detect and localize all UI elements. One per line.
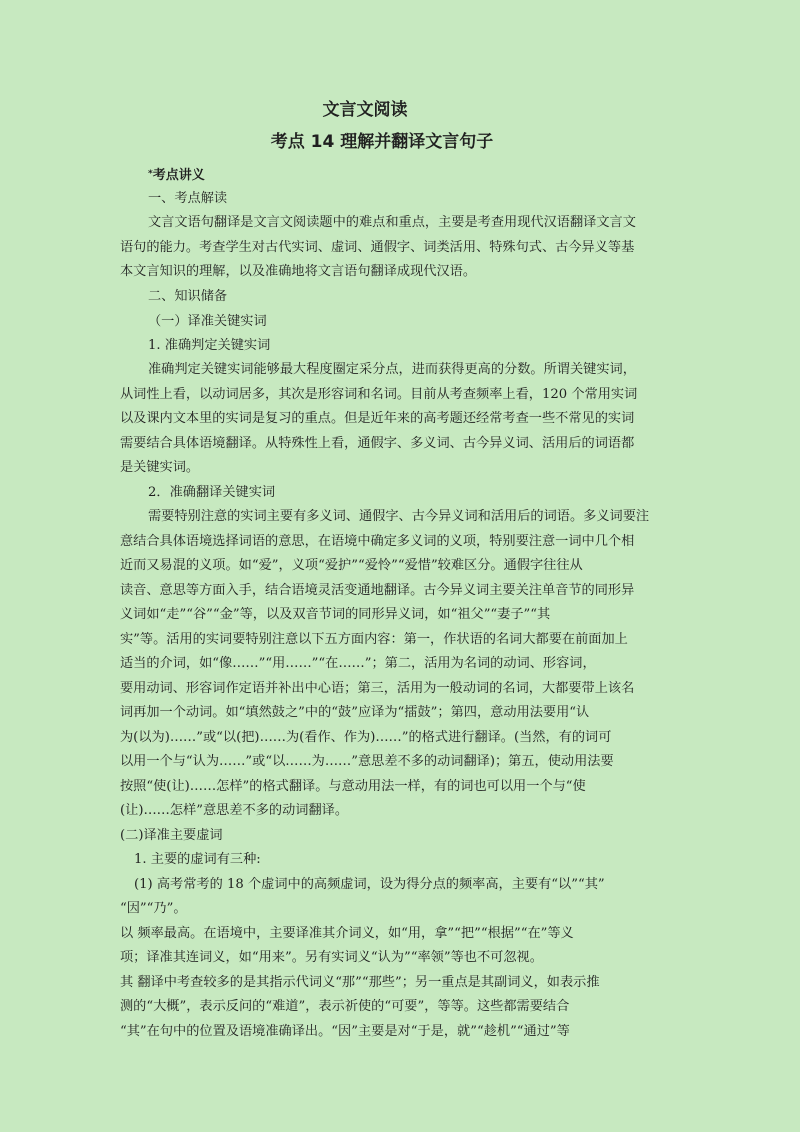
paragraph-line: 义词如“走”“谷”“金”等，以及双音节词的同形异义词，如“祖父”“妻子”“其 <box>120 607 551 622</box>
paragraph-line: 文言文语句翻译是文言文阅读题中的难点和重点，主要是考查用现代汉语翻译文言文 <box>148 215 636 230</box>
paragraph-line: 项；译准其连词义，如“用来”。另有实词义“认为”“率领”等也不可忽视。 <box>120 950 543 965</box>
paragraph-line: 以 频率最高。在语境中，主要译准其介词义，如“用，拿”“把”“根据”“在”等义 <box>120 926 574 941</box>
subheading-1-1: 1. 准确判定关键实词 <box>148 338 271 353</box>
paragraph-line: “因”“乃”。 <box>120 901 187 916</box>
paragraph-line: 语句的能力。考查学生对古代实词、虚词、通假字、词类活用、特殊句式、古今异义等基 <box>120 240 635 255</box>
paragraph-line: 以用一个与“认为……”或“以……为……”意思差不多的动词翻译)；第五，使动用法要 <box>120 754 614 769</box>
paragraph-line: 按照“使(让)……怎样”的格式翻译。与意动用法一样，有的词也可以用一个与“使 <box>120 779 586 794</box>
doc-title: 文言文阅读 <box>322 100 408 120</box>
paragraph-line: 需要结合具体语境翻译。从特殊性上看，通假字、多义词、古今异义词、活用后的词语都 <box>120 436 635 451</box>
section-label-text: 考点讲义 <box>152 168 205 183</box>
paragraph-line: 词再加一个动词。如“填然鼓之”中的“鼓”应译为“擂鼓”；第四，意动用法要用“认 <box>120 705 590 720</box>
paragraph-line: 是关键实词。 <box>120 460 200 475</box>
paragraph-line: 本文言知识的理解，以及准确地将文言语句翻译成现代汉语。 <box>120 264 477 279</box>
subheading-1: （一）译准关键实词 <box>148 314 267 329</box>
subheading-2: (二)译准主要虚词 <box>120 828 223 843</box>
star-marker: * <box>148 169 153 179</box>
paragraph-line: (1) 高考常考的 18 个虚词中的高频虚词，设为得分点的频率高，主要有“以”“其” <box>134 877 605 892</box>
paragraph-line: 实”等。活用的实词要特别注意以下五方面内容：第一，作状语的名词大都要在前面加上 <box>120 632 628 647</box>
paragraph-line: 以及课内文本里的实词是复习的重点。但是近年来的高考题还经常考查一些不常见的实词 <box>120 411 635 426</box>
paragraph-line: 从词性上看，以动词居多，其次是形容词和名词。目前从考查频率上看，120 个常用实词 <box>120 387 638 402</box>
paragraph-line: “其”在句中的位置及语境准确译出。“因”主要是对“于是，就”“趁机”“通过”等 <box>120 1024 570 1039</box>
section-label <box>148 165 205 185</box>
paragraph-line: (让)……怎样”意思差不多的动词翻译。 <box>120 803 349 818</box>
paragraph-line: 读音、意思等方面入手，结合语境灵活变通地翻译。古今异义词主要关注单音节的同形异 <box>120 583 635 598</box>
paragraph-line: 准确判定关键实词能够最大程度圈定采分点，进而获得更高的分数。所谓关键实词， <box>148 362 636 377</box>
doc-subtitle: 考点 14 理解并翻译文言句子 <box>270 132 494 152</box>
paragraph-line: 其 翻译中考查较多的是其指示代词义“那”“那些”；另一重点是其副词义，如表示推 <box>120 975 600 990</box>
paragraph-line: 要用动词、形容词作定语并补出中心语；第三，活用为一般动词的名词，大都要带上该名 <box>120 681 635 696</box>
subheading-1-2: 2．准确翻译关键实词 <box>148 485 276 500</box>
subheading-2-1: 1. 主要的虚词有三种: <box>134 852 261 867</box>
paragraph-line: 测的“大概”，表示反问的“难道”，表示祈使的“可要”，等等。这些都需要结合 <box>120 999 570 1014</box>
heading-2: 二、知识储备 <box>148 289 228 304</box>
paragraph-line: 适当的介词，如“像……”“用……”“在……”；第二，活用为名词的动词、形容词， <box>120 656 596 671</box>
paragraph-line: 需要特别注意的实词主要有多义词、通假字、古今异义词和活用后的词语。多义词要注 <box>148 509 650 524</box>
paragraph-line: 为(以为)……”或“以(把)……为(看作、作为)……”的格式进行翻译。(当然，有的词可 <box>120 730 612 745</box>
paragraph-line: 近而又易混的义项。如“爱”，义项“爱护”“爱怜”“爱惜”较难区分。通假字往往从 <box>120 558 583 573</box>
heading-1: 一、考点解读 <box>148 191 228 206</box>
paragraph-line: 意结合具体语境选择词语的意思，在语境中确定多义词的义项，特别要注意一词中几个相 <box>120 534 635 549</box>
